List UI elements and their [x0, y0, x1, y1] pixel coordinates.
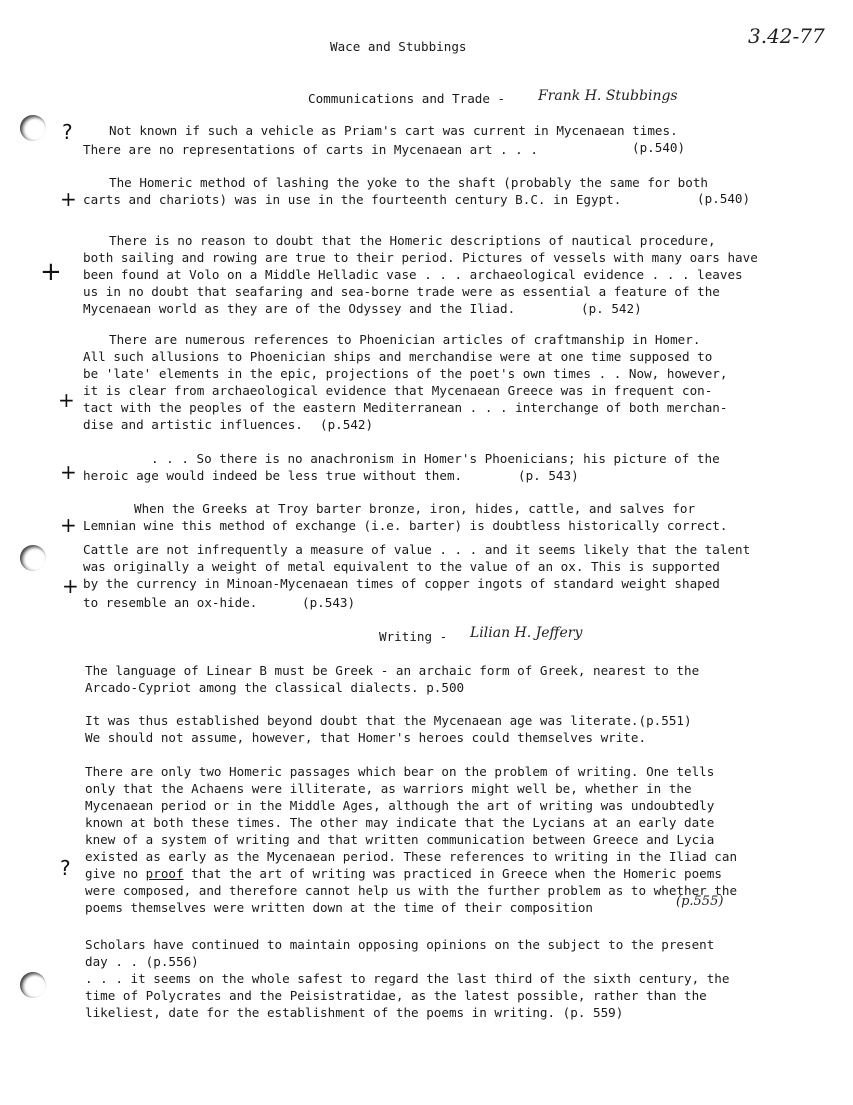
page-reference-handwritten: (p.555): [676, 894, 724, 909]
punch-hole-middle: [20, 545, 46, 571]
paragraph-line: The Homeric method of lashing the yoke to the shaft (probably the same for both: [109, 175, 708, 190]
paragraph-line: Scholars have continued to maintain opposing opinions on the subject to the present: [85, 937, 715, 952]
paragraph-line: been found at Volo on a Middle Helladic vase . . . archaeological evidence . . . leaves: [83, 267, 743, 282]
paragraph-line: There are numerous references to Phoenician articles of craftmanship in Homer.: [109, 332, 701, 347]
paragraph-line: All such allusions to Phoenician ships and merchandise were at one time supposed to: [83, 349, 713, 364]
paragraph-line: It was thus established beyond doubt that the Mycenaean age was literate.(p.551): [85, 713, 692, 728]
page-number-handwritten: 3.42-77: [748, 24, 825, 48]
page-reference: (p.542): [320, 417, 374, 432]
paragraph-line: dise and artistic influences.: [83, 417, 303, 432]
paragraph-line: were composed, and therefore cannot help us with the further problem as to whether the: [85, 883, 738, 898]
page-reference: (p.543): [302, 595, 356, 610]
paragraph-line: There is no reason to doubt that the Homeric descriptions of nautical procedure,: [109, 233, 716, 248]
paragraph-line: only that the Achaens were illiterate, as warriors might well be, whether in the: [85, 781, 692, 796]
document-title: Wace and Stubbings: [330, 39, 467, 54]
line-text: that the art of writing was practiced in Greece when the Homeric poems: [183, 866, 722, 881]
paragraph-line: Lemnian wine this method of exchange (i.e. barter) is doubtless historically correct.: [83, 518, 728, 533]
section-heading-writing: Writing -: [379, 629, 448, 644]
author-handwritten-jeffery: Lilian H. Jeffery: [470, 625, 583, 641]
punch-hole-bottom: [20, 972, 46, 998]
paragraph-line: . . . So there is no anachronism in Homer's Phoenicians; his picture of the: [151, 451, 720, 466]
punch-hole-top: [20, 115, 46, 141]
page-reference: (p. 543): [518, 468, 579, 483]
paragraph-line: tact with the peoples of the eastern Mediterranean . . . interchange of both merchan-: [83, 400, 728, 415]
margin-plus-mark: +: [60, 187, 77, 211]
paragraph-line: . . . it seems on the whole safest to regard the last third of the sixth century, the: [85, 971, 730, 986]
margin-plus-mark: +: [40, 257, 62, 287]
paragraph-line: by the currency in Minoan-Mycenaean times of copper ingots of standard weight shaped: [83, 576, 720, 591]
page-reference: (p. 542): [581, 301, 642, 316]
paragraph-line: us in no doubt that seafaring and sea-borne trade were as essential a feature of the: [83, 284, 720, 299]
paragraph-line: heroic age would indeed be less true without them.: [83, 468, 463, 483]
paragraph-line: knew of a system of writing and that written communication between Greece and Lycia: [85, 832, 715, 847]
underlined-word-proof: proof: [145, 866, 184, 881]
paragraph-line: poems themselves were written down at the time of their composition: [85, 900, 593, 915]
margin-plus-mark: +: [60, 513, 77, 537]
paragraph-line: it is clear from archaeological evidence that Mycenaean Greece was in frequent con-: [83, 383, 713, 398]
paragraph-line: was originally a weight of metal equivalent to the value of an ox. This is supported: [83, 559, 720, 574]
paragraph-line: likeliest, date for the establishment of the poems in writing. (p. 559): [85, 1005, 624, 1020]
paragraph-line: The language of Linear B must be Greek - an archaic form of Greek, nearest to the: [85, 663, 700, 678]
margin-plus-mark: +: [58, 388, 75, 412]
paragraph-line: [85, 865, 722, 882]
paragraph-line: to resemble an ox-hide.: [83, 595, 258, 610]
margin-plus-mark: +: [60, 460, 77, 484]
page-reference: (p.540): [697, 191, 751, 206]
paragraph-line: both sailing and rowing are true to their period. Pictures of vessels with many oars have: [83, 250, 758, 265]
paragraph-line: be 'late' elements in the epic, projections of the poet's own times . . Now, however,: [83, 366, 728, 381]
paragraph-line: Not known if such a vehicle as Priam's cart was current in Mycenaean times.: [109, 123, 678, 138]
page-reference: (p.540): [632, 140, 686, 155]
paragraph-line: carts and chariots) was in use in the fourteenth century B.C. in Egypt.: [83, 192, 622, 207]
paragraph-line: Mycenaean world as they are of the Odyssey and the Iliad.: [83, 301, 516, 316]
paragraph-line: There are no representations of carts in Mycenaean art . . .: [83, 142, 538, 157]
paragraph-line: time of Polycrates and the Peisistratidae, as the latest possible, rather than the: [85, 988, 707, 1003]
margin-question-mark: ?: [62, 120, 73, 144]
line-text: give no: [85, 866, 146, 881]
section-heading-communications: Communications and Trade -: [308, 91, 506, 106]
paragraph-line: Mycenaean period or in the Middle Ages, although the art of writing was undoubtedly: [85, 798, 715, 813]
paragraph-line: We should not assume, however, that Homer's heroes could themselves write.: [85, 730, 647, 745]
margin-plus-mark: +: [62, 574, 79, 598]
margin-question-mark: ?: [60, 856, 71, 880]
author-handwritten-stubbings: Frank H. Stubbings: [538, 88, 678, 104]
paragraph-line: known at both these times. The other may indicate that the Lycians at an early date: [85, 815, 715, 830]
paragraph-line: existed as early as the Mycenaean period. These references to writing in the Iliad can: [85, 849, 738, 864]
paragraph-line: day . . (p.556): [85, 954, 199, 969]
paragraph-line: Cattle are not infrequently a measure of value . . . and it seems likely that the talent: [83, 542, 751, 557]
paragraph-line: There are only two Homeric passages which bear on the problem of writing. One tells: [85, 764, 715, 779]
paragraph-line: When the Greeks at Troy barter bronze, iron, hides, cattle, and salves for: [134, 501, 696, 516]
paragraph-line: Arcado-Cypriot among the classical dialects. p.500: [85, 680, 465, 695]
